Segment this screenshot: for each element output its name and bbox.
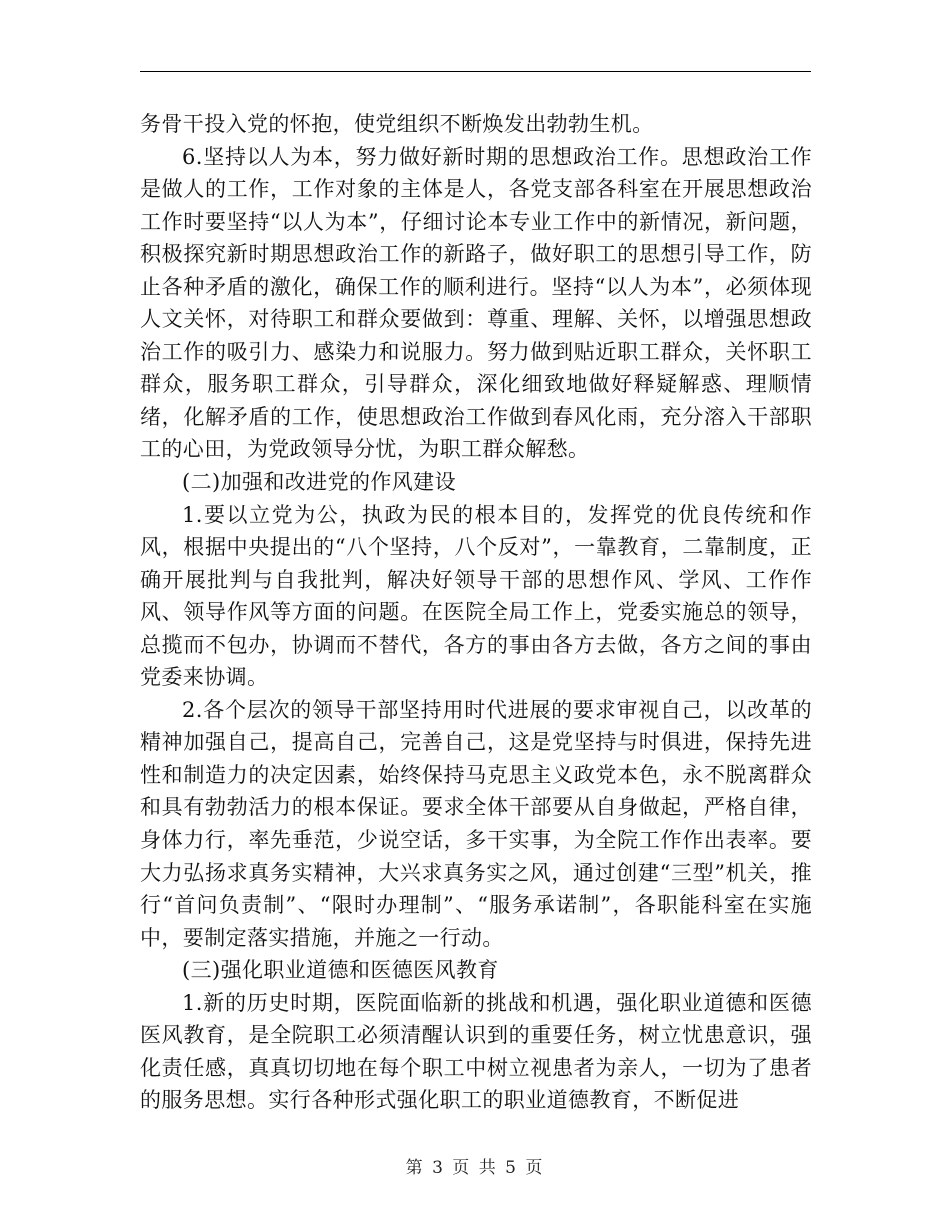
document-body xyxy=(140,108,812,1117)
paragraph-item-2-style: 2.各个层次的领导干部坚持用时代进展的要求审视自己，以改革的精神加强自己，提高自己，完善自己，这是党坚持与时俱进，保持先进性和制造力的决定因素，始终保持马克思主义政党本色，永不脱离群众和具有勃勃活力的根本保证。要求全体干部要从自身做起，严格自律，身体力行，率先垂范，少说空话，多干实事，为全院工作作出表率。要大力弘扬求真务实精神，大兴求真务实之风，通过创建“三型”机关，推行“首问负责制”、“限时办理制”、“服务承诺制”，各职能科室在实施中，要制定落实措施，并施之一行动。 xyxy=(140,697,812,950)
paragraph-item-6: 6.坚持以人为本，努力做好新时期的思想政治工作。思想政治工作是做人的工作，工作对象的主体是人，各党支部各科室在开展思想政治工作时要坚持“以人为本”，仔细讨论本专业工作中的新情况，新问题，积极探究新时期思想政治工作的新路子，做好职工的思想引导工作，防止各种矛盾的激化，确保工作的顺利进行。坚持“以人为本”，必须体现人文关怀，对待职工和群众要做到：尊重、理解、关怀，以增强思想政治工作的吸引力、感染力和说服力。努力做到贴近职工群众，关怀职工群众，服务职工群众，引导群众，深化细致地做好释疑解惑、理顺情绪，化解矛盾的工作，使思想政治工作做到春风化雨，充分溶入干部职工的心田，为党政领导分忧，为职工群众解愁。 xyxy=(140,144,812,462)
paragraph-continuation: 务骨干投入党的怀抱，使党组织不断焕发出勃勃生机。 xyxy=(140,112,654,136)
section-heading-3: (三)强化职业道德和医德医风教育 xyxy=(182,958,499,983)
section-heading-2: (二)加强和改进党的作风建设 xyxy=(182,470,456,495)
header-rule xyxy=(140,71,811,72)
page-footer: 第 3 页 共 5 页 xyxy=(405,1158,545,1178)
paragraph-item-1-ethics: 1.新的历史时期，医院面临新的挑战和机遇，强化职业道德和医德医风教育，是全院职工必须清醒认识到的重要任务，树立忧患意识，强化责任感，真真切切地在每个职工中树立视患者为亲人，一切为了患者的服务思想。实行各种形式强化职工的职业道德教育，不断促进 xyxy=(140,990,812,1113)
paragraph-item-1-style: 1.要以立党为公，执政为民的根本目的，发挥党的优良传统和作风，根据中央提出的“八个坚持，八个反对”，一靠教育，二靠制度，正确开展批判与自我批判，解决好领导干部的思想作风、学风、工作作风、领导作风等方面的问题。在医院全局工作上，党委实施总的领导，总揽而不包办，协调而不替代，各方的事由各方去做，各方之间的事由党委来协调。 xyxy=(140,502,812,690)
